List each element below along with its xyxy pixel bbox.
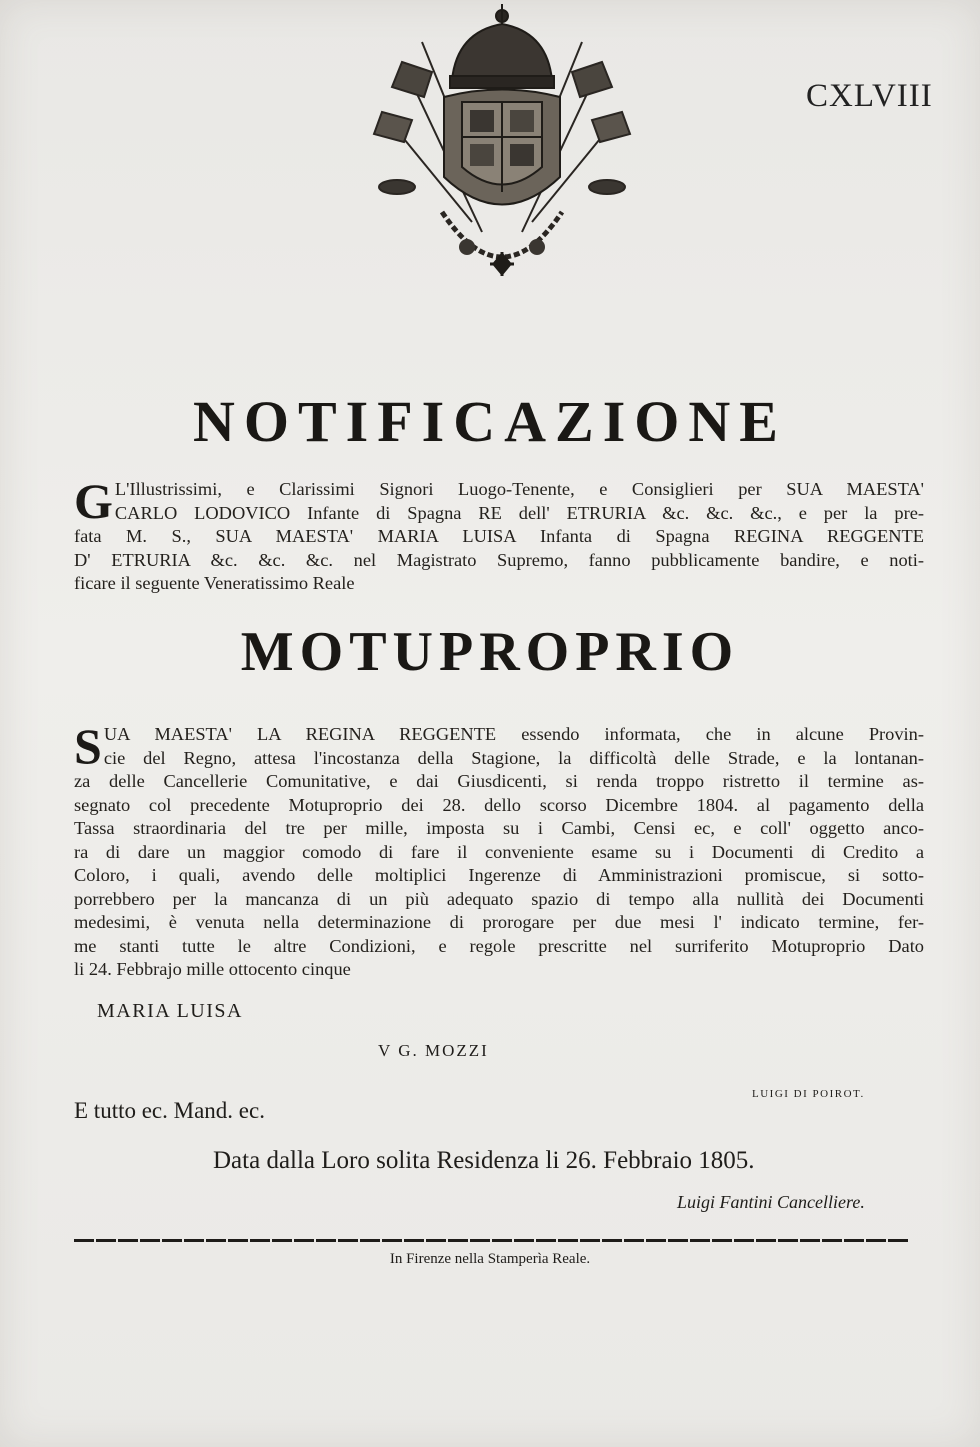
body-line: Coloro, i quali, avendo delle moltiplici Ingerenze di Amministrazioni promiscue, si sotto-: [74, 865, 924, 885]
body-line: segnato col precedente Motuproprio dei 28. dello scorso Dicembre 1804. al pagamento della: [74, 794, 924, 815]
document-number: CXLVIII: [806, 78, 933, 114]
closing-formula: E tutto ec. Mand. ec.: [74, 1098, 265, 1123]
intro-paragraph: [74, 473, 924, 596]
intro-drop-cap: G: [74, 473, 113, 529]
date-line: Data dalla Loro solita Residenza li 26. Febbraio 1805.: [213, 1147, 755, 1174]
signature-queen: MARIA LUISA: [97, 1000, 243, 1022]
intro-line: ficare il seguente Veneratissimo Reale: [74, 573, 355, 593]
chancellor-signature: Luigi Fantini Cancelliere.: [677, 1192, 865, 1212]
intro-line: CARLO LODOVICO Infante di Spagna RE dell' ETRURIA &c. &c. &c., e per la pre-: [114, 502, 924, 523]
body-line: li 24. Febbrajo mille ottocento cinque: [74, 959, 351, 979]
divider: [74, 1239, 910, 1242]
intro-line: L'Illustrissimi, e Clarissimi Signori Luogo-Tenente, e Consiglieri per SUA MAESTA': [114, 479, 924, 499]
royal-coat-of-arms-icon: [362, 2, 642, 317]
signature-mozzi: V G. MOZZI: [378, 1041, 489, 1060]
body-line: ra di dare un maggior comodo di fare il conveniente esame su i Documenti di Credito a: [74, 841, 924, 862]
body-line: UA MAESTA' LA REGINA REGGENTE essendo informata, che in alcune Provin-: [103, 724, 924, 744]
body-line: me stanti tutte le altre Condizioni, e regole prescritte nel surriferito Motuproprio Dato: [74, 935, 924, 956]
body-drop-cap: S: [74, 718, 102, 774]
body-line: medesimi, è venuta nella determinazione di prorogare per due mesi l' indicato termine, fer-: [74, 912, 924, 932]
section-title: MOTUPROPRIO: [240, 621, 740, 683]
body-line: Tassa straordinaria del tre per mille, imposta su i Cambi, Censi ec, e coll' oggetto anco-: [74, 818, 924, 838]
intro-line: D' ETRURIA &c. &c. &c. nel Magistrato Supremo, fanno pubblicamente bandire, e noti-: [74, 549, 924, 570]
printer-imprint: In Firenze nella Stamperìa Reale.: [389, 1251, 591, 1267]
body-line: cie del Regno, attesa l'incostanza della Stagione, la difficoltà delle Strade, e la lontanan-: [103, 747, 924, 768]
body-line: porrebbero per la mancanza di un più adequato spazio di tempo alla nullità dei Documenti: [74, 888, 924, 909]
page-title: NOTIFICAZIONE: [193, 389, 787, 454]
intro-line: fata M. S., SUA MAESTA' MARIA LUISA Infanta di Spagna REGINA REGGENTE: [74, 526, 924, 546]
body-line: za delle Cancellerie Comunitative, e dai Giusdicenti, si renda troppo ristretto il termine as-: [74, 771, 924, 791]
signature-poirot: LUIGI DI POIROT.: [752, 1088, 865, 1100]
body-paragraph: [74, 718, 924, 982]
